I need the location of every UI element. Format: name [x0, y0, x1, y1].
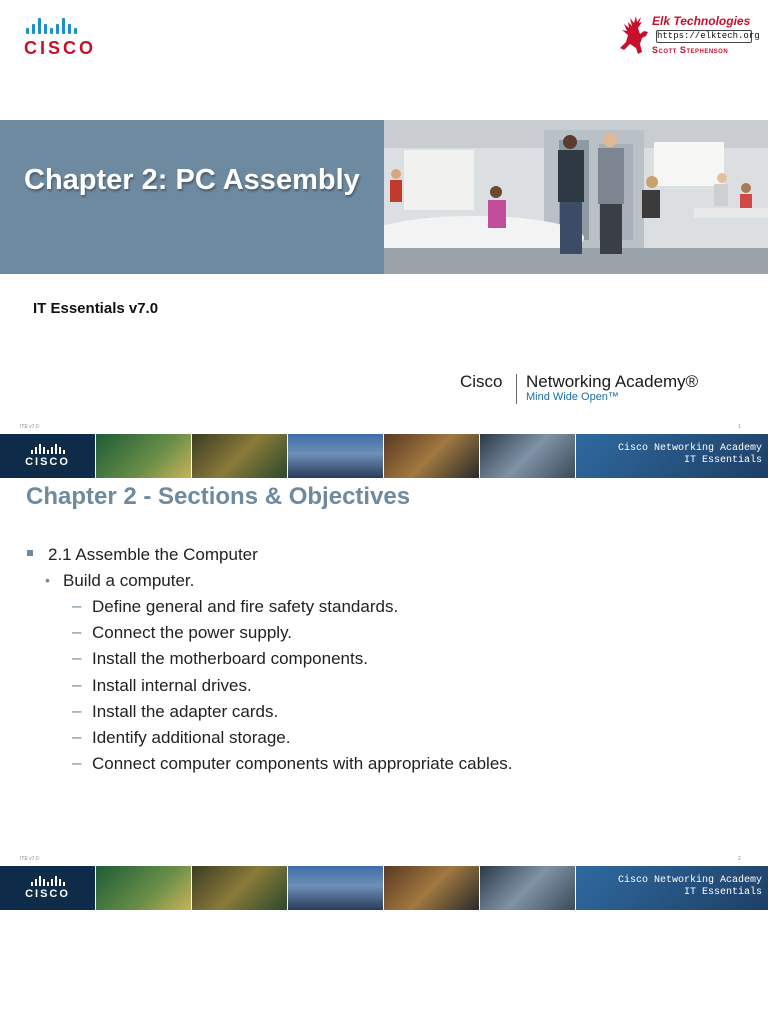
classroom-photo	[384, 120, 768, 274]
banner-board-image	[384, 434, 479, 478]
dash-bullet-icon: –	[72, 675, 82, 694]
section-item: 2.1 Assemble the Computer	[48, 545, 258, 564]
dash-bullet-icon: –	[72, 648, 82, 667]
banner-board-image	[384, 866, 479, 910]
banner-academy-line1: Cisco Networking Academy	[617, 875, 762, 886]
list-item: Install internal drives.	[92, 676, 252, 695]
list-item: Define general and fire safety standards.	[92, 597, 399, 616]
list-item: Identify additional storage.	[92, 728, 291, 747]
slide1-footer-label: ITE v7.0	[20, 424, 39, 430]
footer-banner	[0, 866, 768, 910]
networking-academy-logo	[460, 372, 750, 406]
banner-academy-label	[576, 866, 768, 910]
banner-hardware-image	[480, 434, 575, 478]
banner-cisco-logo	[0, 866, 95, 910]
dash-bullet-icon: –	[72, 622, 82, 641]
academy-cisco-text: Cisco	[460, 372, 503, 391]
square-bullet-icon	[27, 550, 33, 556]
banner-cisco-bars-icon	[31, 876, 65, 886]
list-item: Install the adapter cards.	[92, 702, 279, 721]
dash-bullet-icon: –	[72, 701, 82, 720]
dash-bullet-icon: –	[72, 753, 82, 772]
header-banner	[0, 434, 768, 478]
slide2-title: Chapter 2 - Sections & Objectives	[26, 483, 411, 510]
classroom-photo-image	[384, 120, 768, 274]
banner-city-image	[288, 434, 383, 478]
course-subtitle: IT Essentials v7.0	[33, 300, 159, 317]
list-item: Install the motherboard components.	[92, 649, 368, 668]
banner-academy-line2: IT Essentials	[683, 455, 762, 466]
objective-item: Build a computer.	[63, 571, 195, 590]
banner-chip-image	[192, 866, 287, 910]
slide2-footer-label: ITE v7.0	[20, 856, 39, 862]
banner-academy-label	[576, 434, 768, 478]
academy-name: Networking Academy®	[526, 372, 699, 391]
elk-author-name: Scott Stephenson	[652, 45, 729, 55]
banner-circuit-image	[96, 866, 191, 910]
cisco-wordmark: CISCO	[24, 38, 97, 58]
banner-cisco-bars-icon	[31, 444, 65, 454]
cisco-bars-icon	[24, 16, 114, 34]
title-slide	[0, 0, 768, 430]
academy-tagline: Mind Wide Open™	[526, 391, 619, 403]
elk-technologies-logo	[612, 14, 760, 58]
elk-url: https://elktech.org	[657, 31, 760, 41]
banner-cisco-word: CISCO	[25, 456, 70, 468]
elk-company-name: Elk Technologies	[652, 14, 751, 28]
dot-bullet-icon: •	[45, 572, 50, 588]
banner-academy-line2: IT Essentials	[683, 887, 762, 898]
banner-chip-image	[192, 434, 287, 478]
banner-hardware-image	[480, 866, 575, 910]
list-item: Connect computer components with appropriate cables.	[92, 754, 513, 773]
slide2-page-number: 2	[738, 856, 741, 862]
banner-circuit-image	[96, 434, 191, 478]
academy-separator	[516, 374, 517, 404]
slide1-page-number: 1	[738, 424, 741, 430]
dash-bullet-icon: –	[72, 596, 82, 615]
banner-city-image	[288, 866, 383, 910]
banner-academy-line1: Cisco Networking Academy	[617, 443, 762, 454]
list-item: Connect the power supply.	[92, 623, 293, 642]
elk-deer-icon	[612, 14, 652, 58]
banner-cisco-logo	[0, 434, 95, 478]
cisco-logo	[24, 16, 114, 56]
dash-bullet-icon: –	[72, 727, 82, 746]
banner-cisco-word: CISCO	[25, 888, 70, 900]
chapter-title: Chapter 2: PC Assembly	[24, 164, 360, 196]
